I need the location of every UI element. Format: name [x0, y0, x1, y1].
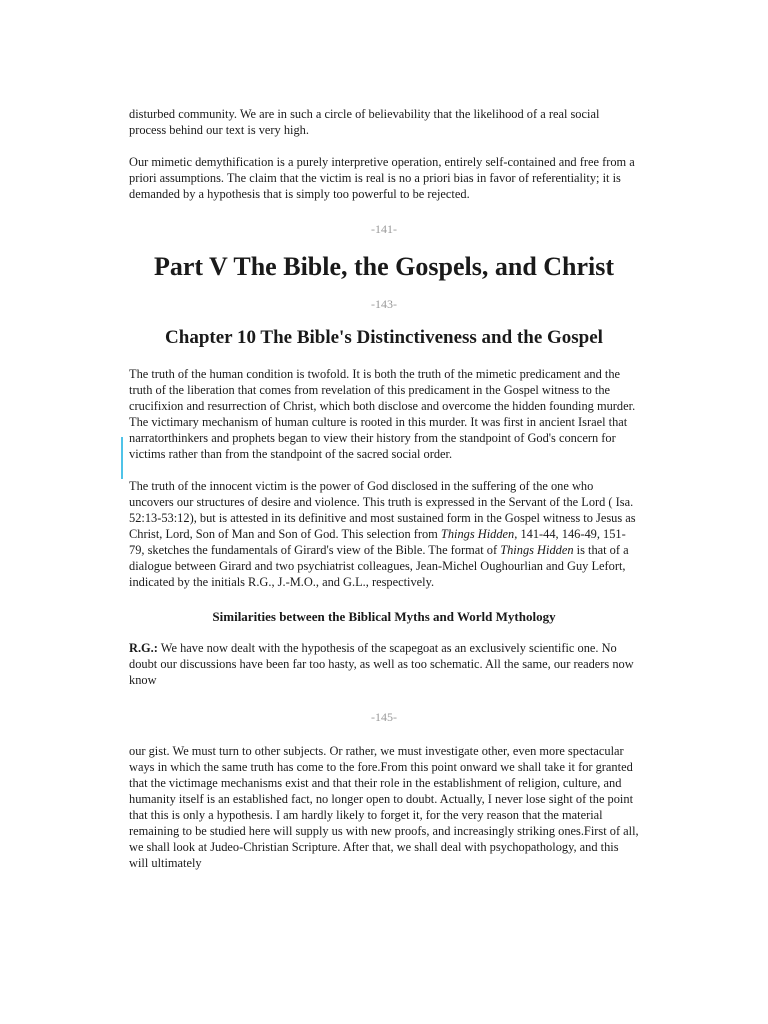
paragraph-gist: our gist. We must turn to other subjects. Or rather, we must investigate other, even more spectacular ways in which the same truth has come to the fore.From this point onward we shall take it for granted that the victimage mechanisms exist and that their role in the establishment of religion, culture, and humanity itself is an established fact, no longer open to doubt. Actually, I never lose sight of the point that this is only a hypothesis. I am hardly likely to forget it, for the very reason that the material remaining to be studied here will supply us with new proofs, and increasingly striking ones.First of all, we shall look at Judeo-Christian Scripture. After that, we shall deal with psychopathology, and this will ultimately: [129, 744, 639, 870]
page-number-143: -143-: [371, 297, 397, 311]
paragraph-innocent-victim: [129, 478, 639, 590]
book-title-things-hidden-2: Things Hidden: [500, 543, 574, 557]
paragraph-text-c: is that of a dialogue between Girard and two psychiatrist colleagues, Jean-Michel Oughourlian and Guy Lefort, indicated by the initials R.G., J.-M.O., and G.L., respectively.: [129, 543, 629, 589]
section-title: Similarities between the Biblical Myths and World Mythology: [212, 609, 556, 624]
paragraph-text-b: , 141-44, 146-49, 151-79, sketches the fundamentals of Girard's view of the Bible. The format of: [129, 527, 626, 557]
speaker-label: R.G.:: [129, 641, 158, 655]
paragraph-intro-continued: disturbed community. We are in such a circle of believability that the likelihood of a real social process behind our text is very high.: [129, 107, 600, 137]
text-cursor-marker: [121, 437, 123, 479]
page-number-141: -141-: [371, 222, 397, 236]
dialogue-text: We have now dealt with the hypothesis of the scapegoat as an exclusively scientific one. No doubt our discussions have been far too hasty, as well as too schematic. All the same, our readers now know: [129, 641, 634, 687]
paragraph-demythification: Our mimetic demythification is a purely interpretive operation, entirely self-contained and free from a priori assumptions. The claim that the victim is real is no a priori bias in favor of referentiality; it is demanded by a hypothesis that is simply too powerful to be rejected.: [129, 155, 635, 201]
paragraph-rg-dialogue: [129, 640, 639, 688]
paragraph-human-condition: The truth of the human condition is twofold. It is both the truth of the mimetic predicament and the truth of the liberation that comes from revelation of this predicament in the Gospel witness to the crucifixion and resurrection of Christ, which both disclose and overcome the hidden founding murder. The victimary mechanism of human culture is rooted in this murder. It was first in ancient Israel that narratorthinkers and prophets began to view their history from the standpoint of God's concern for victims rather than from the standpoint of the sacred social order.: [129, 367, 636, 461]
part-title: Part V The Bible, the Gospels, and Christ: [153, 252, 615, 281]
book-title-things-hidden: Things Hidden: [440, 527, 515, 541]
document-page: [129, 106, 639, 887]
page-number-145: -145-: [371, 710, 397, 724]
paragraph-text-a: The truth of the innocent victim is the power of God disclosed in the suffering of the one who uncovers our structures of desire and violence. This truth is expressed in the Servant of the Lord ( Isa. 52:13-53:12), but is attested in its definitive and most sustained form in the Gospel witness to Jesus as Christ, Lord, Son of Man and Son of God. This selection from: [129, 479, 636, 541]
chapter-title: Chapter 10 The Bible's Distinctiveness and the Gospel: [165, 327, 603, 348]
